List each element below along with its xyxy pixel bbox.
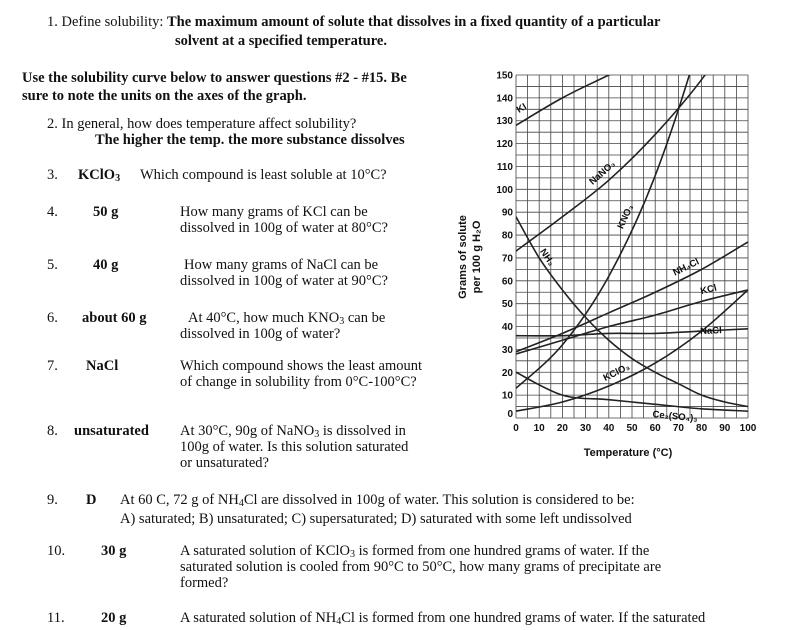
series-label-text: NaCl (699, 325, 722, 338)
q9-text-a: At 60 C, 72 g of NH (120, 492, 239, 508)
q5-text-line2: dissolved in 100g of water at 90°C? (180, 273, 388, 289)
series-label-text: NaNO₃ (587, 158, 618, 188)
q4-text-line1: How many grams of KCl can be (180, 204, 368, 220)
q3-answer-sub: 3 (115, 173, 121, 184)
y-tick-label: 120 (496, 139, 513, 151)
q8-text-line2: 100g of water. Is this solution saturated (180, 439, 409, 455)
q6-answer: about 60 g (82, 310, 147, 326)
q10-number: 10. (47, 543, 66, 559)
q3-answer-text: KClO (78, 167, 116, 183)
x-tick-label: 90 (719, 423, 731, 434)
y-tick-label: 70 (501, 253, 513, 265)
y-tick-label: 50 (501, 299, 513, 311)
q3-text: Which compound is least soluble at 10°C? (140, 167, 387, 183)
y-axis-label-line1: Grams of solute (457, 215, 469, 299)
q10-text-line1 (180, 543, 649, 560)
x-axis-label: Temperature (°C) (583, 447, 673, 459)
q6-text-line1 (188, 310, 385, 327)
q1-line1 (47, 14, 660, 31)
y-tick-label: 100 (496, 184, 513, 196)
chart-grid (516, 75, 748, 418)
y-axis-label (457, 215, 483, 299)
q4-text-line2: dissolved in 100g of water at 80°C? (180, 220, 388, 236)
q5-answer: 40 g (93, 257, 119, 273)
series-label-text: Ce₂(SO₄)₃ (651, 409, 699, 425)
q7-text-line2: of change in solubility from 0°C-100°C? (180, 374, 417, 390)
q9-text (120, 492, 635, 509)
q9-answer: D (86, 492, 97, 508)
y-tick-label: 60 (501, 276, 513, 288)
series-label-text: KCl (699, 282, 718, 298)
q9-text-b: Cl are dissolved in 100g of water. This solution is considered to be: (243, 492, 635, 508)
series-label-text: KClO₃ (601, 361, 632, 384)
q2-answer: The higher the temp. the more substance dissolves (95, 132, 405, 148)
q6-text-a: At 40°C, how much KNO (188, 310, 340, 326)
y-tick-label: 140 (496, 93, 513, 105)
q3-answer (78, 167, 120, 184)
x-tick-label: 30 (580, 423, 592, 434)
series-label-nh-cl (671, 256, 701, 278)
x-tick-label: 60 (649, 423, 661, 434)
q11-answer: 20 g (101, 610, 127, 626)
q11-text-a: A saturated solution of NH (180, 610, 337, 626)
y-tick-label: 150 (496, 70, 513, 82)
series-label-text: NH₄Cl (671, 256, 702, 279)
x-tick-label: 100 (739, 423, 757, 434)
series-label-text: KI (514, 101, 529, 116)
x-tick-label: 80 (696, 423, 708, 434)
y-tick-label: 10 (501, 390, 513, 402)
q10-text-line3: formed? (180, 575, 229, 591)
series-label-ki (515, 101, 529, 115)
q10-text-sub: 3 (349, 549, 355, 560)
q8-text-sub: 3 (314, 429, 320, 440)
q10-text-a: A saturated solution of KClO (180, 543, 350, 559)
y-tick-label: 20 (501, 367, 513, 379)
x-tick-label: 40 (603, 423, 615, 434)
series-label-kclo- (602, 361, 632, 383)
y-tick-label: 90 (501, 207, 513, 219)
q2-question: 2. In general, how does temperature affect solubility? (47, 116, 357, 132)
q6-text-sub: 3 (339, 316, 345, 327)
q1-answer-line2: solvent at a specified temperature. (175, 33, 387, 49)
q11-text-b: Cl is formed from one hundred grams of water. If the saturated (341, 610, 706, 626)
q8-text-b: is dissolved in (319, 423, 406, 439)
series-label-text: KNO₃ (615, 203, 637, 231)
q8-text-a: At 30°C, 90g of NaNO (180, 423, 315, 439)
y-axis-label-line2: per 100 g H₂O (471, 220, 483, 294)
q8-answer: unsaturated (74, 423, 149, 439)
q5-number: 5. (47, 257, 58, 273)
instructions-line2: sure to note the units on the axes of the graph. (22, 88, 307, 104)
q10-text-b: is formed from one hundred grams of water. If the (354, 543, 650, 559)
y-tick-label: 130 (496, 116, 513, 128)
x-tick-label: 50 (626, 423, 638, 434)
q7-text-line1: Which compound shows the least amount (180, 358, 423, 374)
q6-text-b: can be (344, 310, 386, 326)
x-tick-label: 70 (672, 423, 684, 434)
q8-text-line3: or unsaturated? (180, 455, 269, 471)
q11-number: 11. (47, 610, 65, 626)
q9-number: 9. (47, 492, 58, 508)
x-tick-label: 10 (533, 423, 545, 434)
chart-series-labels (515, 101, 722, 424)
q10-text-line2: saturated solution is cooled from 90°C to 50°C, how many grams of precipitate are (180, 559, 662, 575)
q9-options: A) saturated; B) unsaturated; C) supersaturated; D) saturated with some left undissolved (120, 511, 632, 527)
x-tick-label: 20 (556, 423, 568, 434)
q7-answer: NaCl (86, 358, 119, 374)
q3-number: 3. (47, 167, 58, 183)
y-tick-label: 40 (501, 322, 513, 334)
q7-number: 7. (47, 358, 58, 374)
q11-text-line1 (180, 610, 705, 627)
q1-answer-line1: The maximum amount of solute that dissolves in a fixed quantity of a particular (167, 14, 661, 30)
q6-text-line2: dissolved in 100g of water? (180, 326, 341, 342)
instructions-line1: Use the solubility curve below to answer questions #2 - #15. Be (22, 70, 407, 86)
q5-text-line1: How many grams of NaCl can be (184, 257, 379, 273)
y-tick-label: 0 (507, 409, 513, 420)
series-label-text: NH₃ (537, 246, 557, 269)
q1-prefix: 1. Define solubility: (47, 14, 168, 30)
q6-number: 6. (47, 310, 58, 326)
series-label-nacl (700, 325, 722, 337)
q9-text-sub: 4 (238, 498, 244, 509)
q11-text-sub: 4 (336, 616, 342, 627)
q4-answer: 50 g (93, 204, 119, 220)
solubility-chart (450, 62, 770, 472)
series-label-kcl (699, 283, 718, 298)
y-tick-label: 110 (496, 161, 513, 173)
y-tick-label: 30 (501, 344, 513, 356)
series-label-nano- (587, 159, 617, 188)
series-label-nh- (537, 247, 556, 268)
q8-number: 8. (47, 423, 58, 439)
q4-number: 4. (47, 204, 58, 220)
y-tick-label: 80 (501, 230, 513, 242)
x-tick-label: 0 (513, 423, 519, 434)
q8-text-line1 (180, 423, 406, 440)
q10-answer: 30 g (101, 543, 127, 559)
